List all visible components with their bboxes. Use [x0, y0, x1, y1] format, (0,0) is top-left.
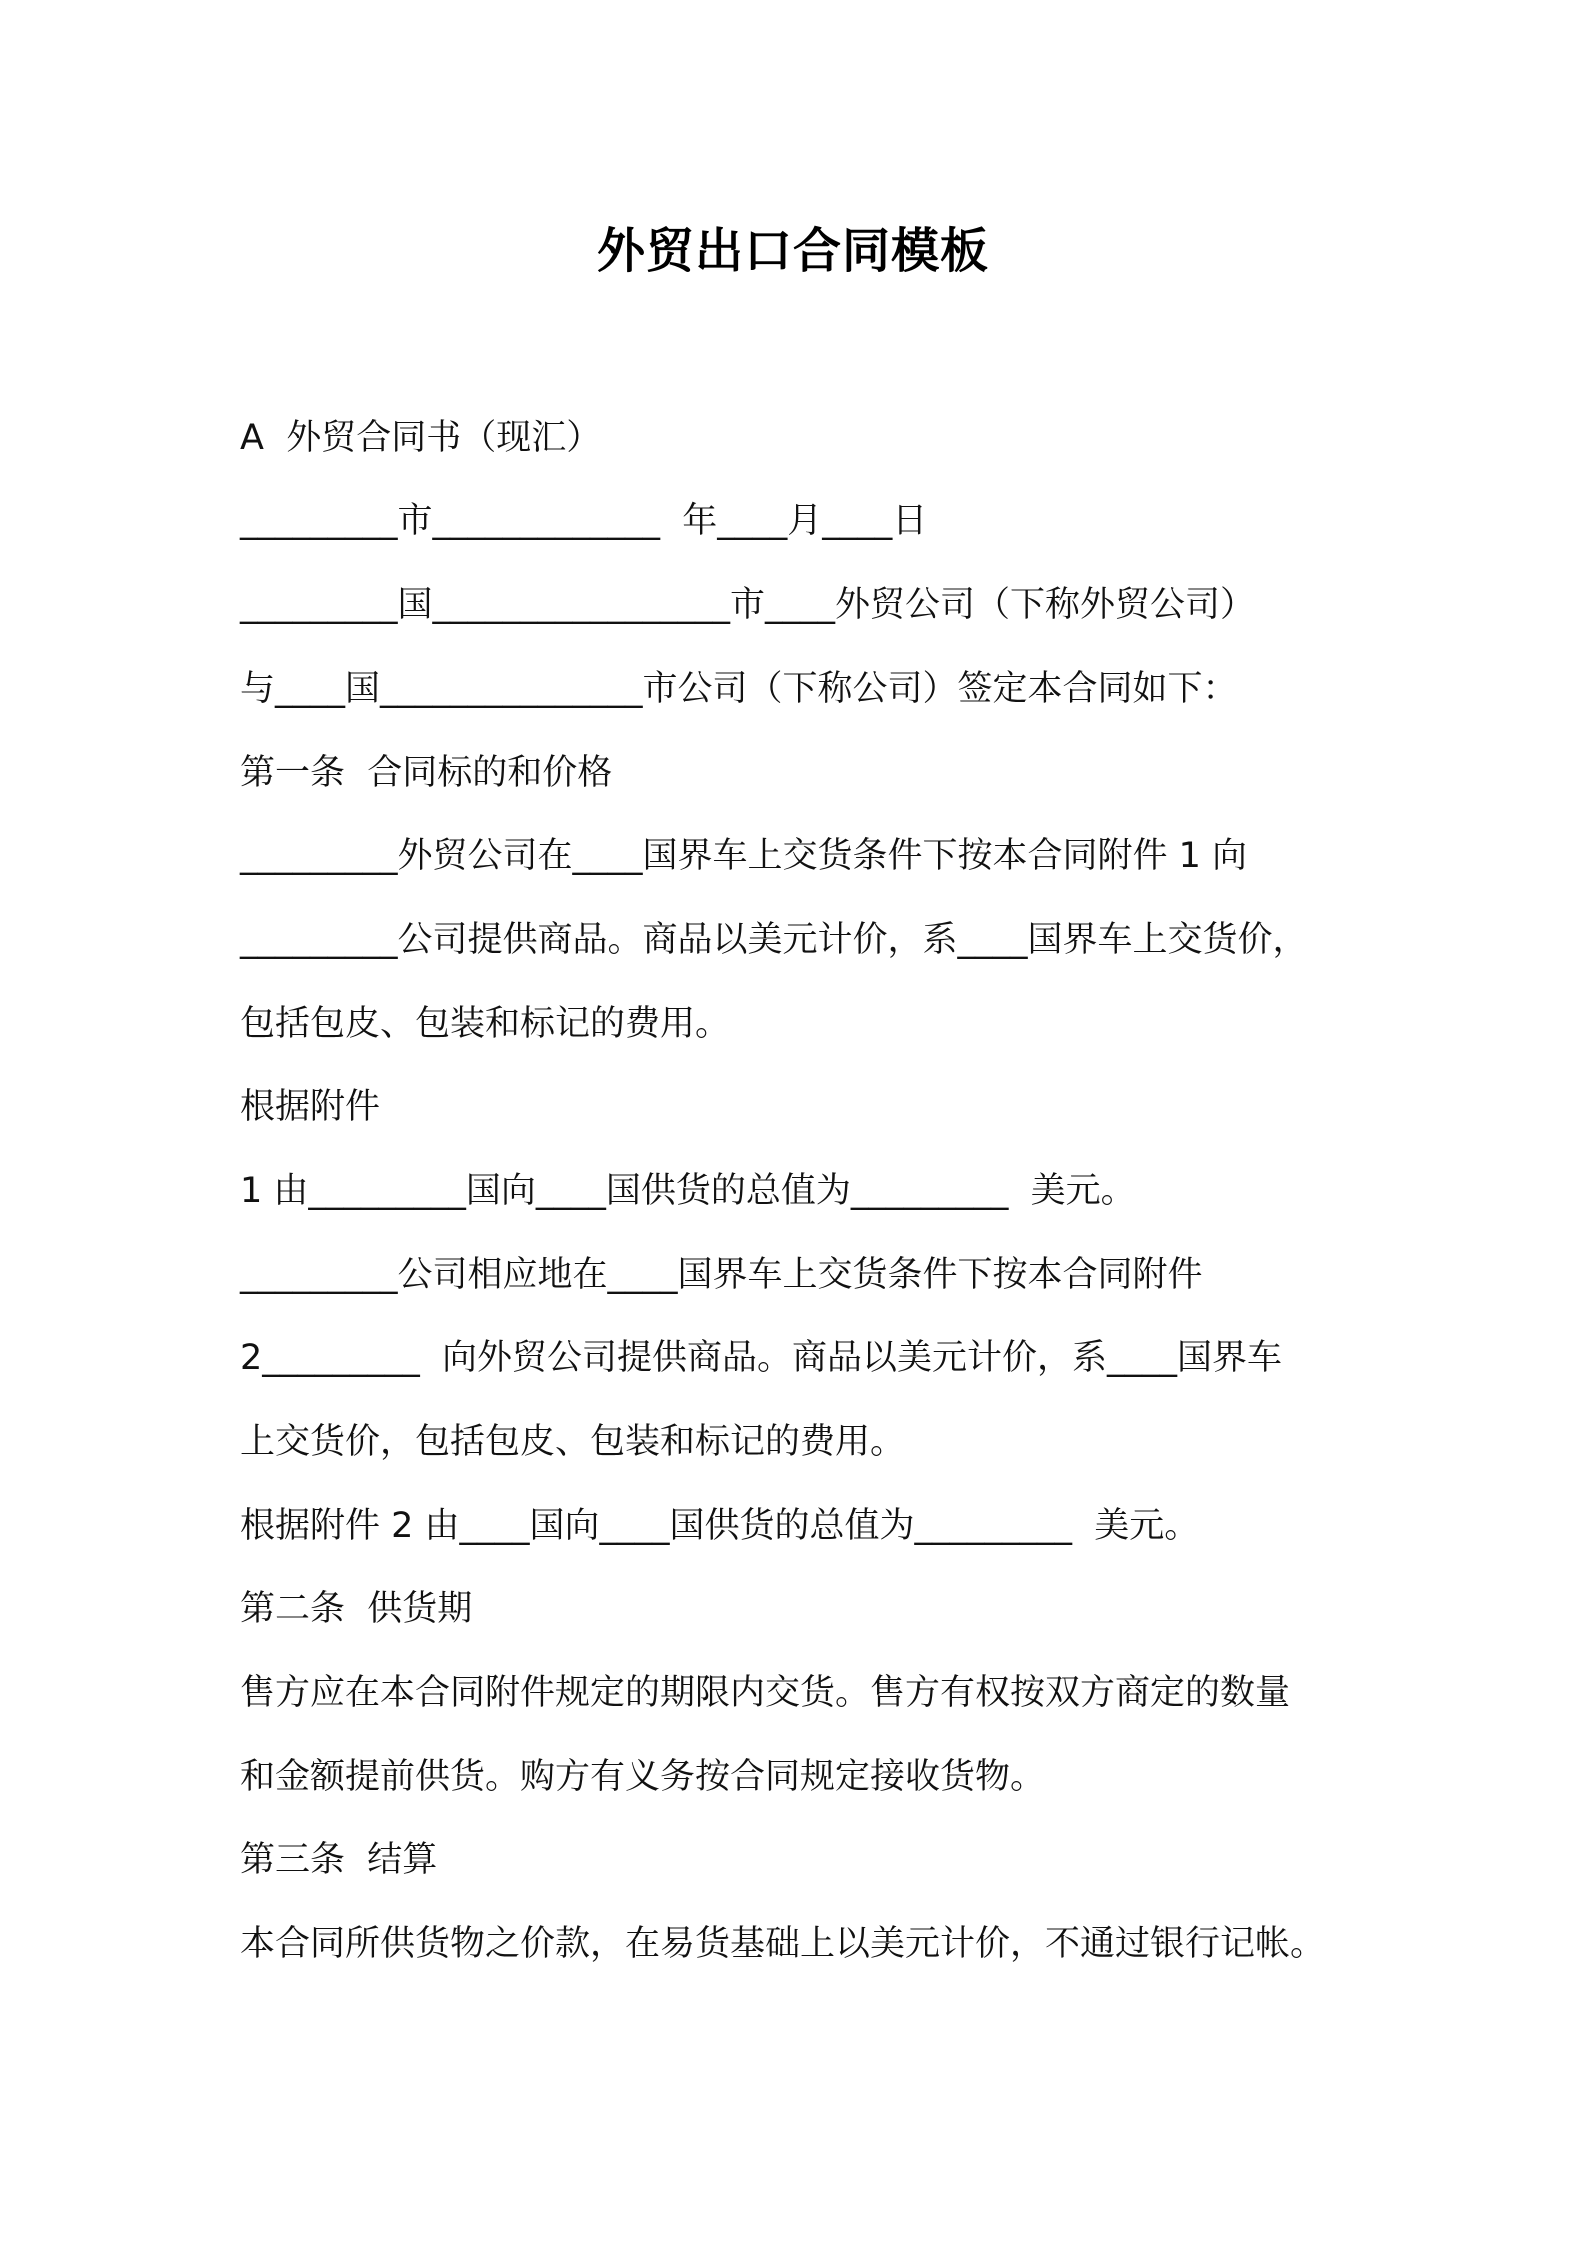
article-3-heading: 第三条 结算	[240, 1840, 438, 1880]
article-1-line-1: _________外贸公司在____国界车上交货条件下按本合同附件 1 向	[240, 836, 1248, 876]
article-2-line-2: 和金额提前供货。购方有义务按合同规定接收货物。	[240, 1757, 1046, 1797]
article-1-line-7: 2_________ 向外贸公司提供商品。商品以美元计价，系____国界车	[240, 1338, 1283, 1378]
article-1-line-3: 包括包皮、包装和标记的费用。	[240, 1004, 731, 1044]
article-1-line-9: 根据附件 2 由____国向____国供货的总值为_________ 美元。	[240, 1506, 1200, 1546]
article-2-line-1: 售方应在本合同附件规定的期限内交货。售方有权按双方商定的数量	[240, 1673, 1291, 1713]
contract-line-party-a: _________国_________________市____外贸公司（下称外贸公司）	[240, 585, 1256, 625]
contract-line-party-b: 与____国_______________市公司（下称公司）签定本合同如下：	[240, 669, 1238, 709]
document-title: 外贸出口合同模板	[596, 223, 989, 279]
contract-heading: A 外贸合同书（现汇）	[240, 418, 602, 458]
article-3-line-1: 本合同所供货物之价款，在易货基础上以美元计价，不通过银行记帐。	[240, 1924, 1326, 1964]
article-1-line-6: _________公司相应地在____国界车上交货条件下按本合同附件	[240, 1255, 1203, 1295]
contract-line-place-date: _________市_____________ 年____月____日	[240, 501, 928, 541]
article-1-line-8: 上交货价，包括包皮、包装和标记的费用。	[240, 1422, 906, 1462]
article-1-line-2: _________公司提供商品。商品以美元计价，系____国界车上交货价，	[240, 920, 1308, 960]
article-2-heading: 第二条 供货期	[240, 1589, 473, 1629]
article-1-heading: 第一条 合同标的和价格	[240, 753, 613, 793]
article-1-line-4: 根据附件	[240, 1087, 381, 1127]
article-1-line-5: 1 由_________国向____国供货的总值为_________ 美元。	[240, 1171, 1136, 1211]
